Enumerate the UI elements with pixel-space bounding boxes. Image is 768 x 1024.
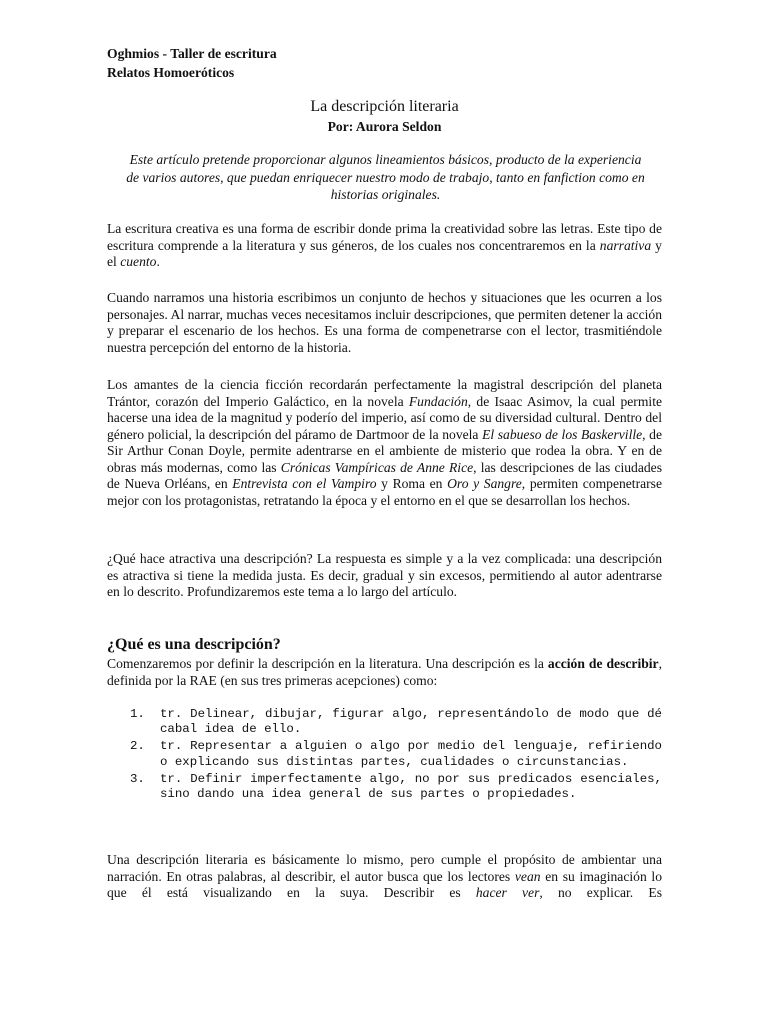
list-item <box>130 772 662 802</box>
list-item-text: tr. Representar a alguien o algo por medio del lenguaje, refiriendo o explicando sus distintas partes, cualidades o circunstancias. <box>160 739 662 769</box>
paragraph-intro <box>107 221 662 271</box>
text-run: . <box>156 254 160 269</box>
book-title: Entrevista con el Vampiro <box>232 476 377 491</box>
abstract-paragraph: Este artículo pretende proporcionar algunos lineamientos básicos, producto de la experiencia de varios autores, que puedan enriquecer nuestro modo de trabajo, tanto en fanfiction como en historias originales. <box>126 152 645 202</box>
paragraph-literary-description <box>107 852 662 902</box>
header-workshop-name: Oghmios - Taller de escritura <box>107 46 277 61</box>
list-item <box>130 707 662 737</box>
text-run: en su imaginación lo que él está visualizando en la suya. Describir es <box>107 868 663 900</box>
book-title: Fundación <box>408 393 468 409</box>
book-title: El sabueso de los Baskerville <box>482 426 643 442</box>
text-run: , las descripciones de las ciudades de Nueva Orléans, en <box>107 459 662 491</box>
document-header <box>107 44 277 82</box>
text-run: , de Isaac Asimov, la cual permite hacerse una idea de la magnitud y poderío del imperio, así como de su diversidad cultural. Dentro del género policial, la descripción del páramo de Dartmoor de la novela <box>107 393 662 442</box>
paragraph-examples <box>107 377 662 509</box>
paragraph-narration: Cuando narramos una historia escribimos un conjunto de hechos y situaciones que les ocurren a los personajes. Al narrar, muchas veces necesitamos incluir descripciones, que permiten detener la acción y preparar el escenario de los hechos. Es una forma de compenetrarse con el lector, trasmitiéndole nuestra percepción del entorno de la historia. <box>107 290 662 355</box>
paragraph-definition-intro <box>107 656 662 689</box>
book-title: Crónicas Vampíricas de Anne Rice <box>280 459 474 475</box>
emphasis: hacer ver <box>475 885 540 900</box>
text-run: La escritura creativa es una forma de escribir donde prima la creatividad sobre las letras. Este tipo de escritura comprende a la literatura y sus géneros, de los cuales nos concentraremos en la <box>107 221 662 253</box>
list-item-number: 3. <box>130 771 145 786</box>
emphasis: narrativa <box>599 237 652 253</box>
emphasis: vean <box>514 868 541 884</box>
text-run: Comenzaremos por definir la descripción en la literatura. Una descripción es la <box>107 656 548 671</box>
text-run: Los amantes de la ciencia ficción recordarán perfectamente la magistral descripción del planeta Trántor, corazón del Imperio Galáctico, en la novela <box>107 377 662 409</box>
list-item-text: tr. Delinear, dibujar, figurar algo, representándolo de modo que dé cabal idea de ello. <box>160 707 662 737</box>
definition-list <box>130 707 662 804</box>
text-run: , definida por la RAE (en sus tres primeras acepciones) como: <box>107 656 662 688</box>
text-run: , de Sir Arthur Conan Doyle, permite adentrarse en el ambiente de misterio que rodea la obra. Y en de obras más modernas, como las <box>107 426 662 475</box>
text-run: y Roma en <box>376 476 448 491</box>
list-item <box>130 739 662 769</box>
document-byline: Por: Aurora Seldon <box>327 119 442 134</box>
text-run: Una descripción literaria es básicamente lo mismo, pero cumple el propósito de ambientar una narración. En otras palabras, al describir, el autor busca que los lectores <box>107 852 662 884</box>
section-heading: ¿Qué es una descripción? <box>107 636 281 653</box>
text-run: y el <box>107 237 662 269</box>
bold-term: acción de describir <box>547 656 659 671</box>
text-run: , no explicar. Es <box>539 885 662 900</box>
header-category: Relatos Homoeróticos <box>107 65 235 80</box>
list-item-text: tr. Definir imperfectamente algo, no por sus predicados esenciales, sino dando una idea general de sus partes o propiedades. <box>160 771 662 802</box>
list-item-number: 2. <box>130 739 145 754</box>
book-title: Oro y Sangre <box>447 476 522 491</box>
text-run: , permiten compenetrarse mejor con los protagonistas, retratando la época y el entorno en el que se desarrollan los hechos. <box>107 476 662 508</box>
document-title: La descripción literaria <box>310 98 459 115</box>
list-item-number: 1. <box>130 707 145 721</box>
paragraph-attractive-description: ¿Qué hace atractiva una descripción? La respuesta es simple y a la vez complicada: una descripción es atractiva si tiene la medida justa. Es decir, gradual y sin excesos, permitiendo al autor adentrarse en lo descrito. Profundizaremos este tema a lo largo del artículo. <box>107 551 662 599</box>
emphasis: cuento <box>120 254 157 269</box>
